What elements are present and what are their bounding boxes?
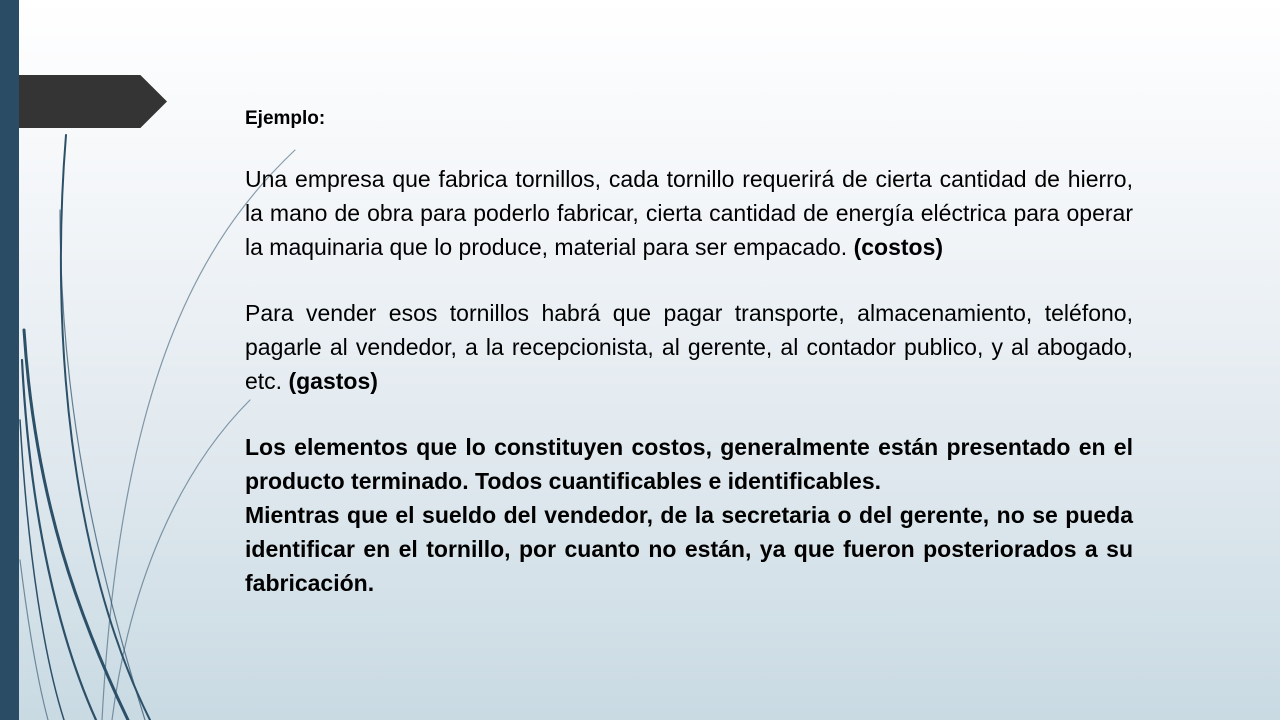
paragraph-elementos: Los elementos que lo constituyen costos, generalmente están presentado en el producto terminado. Todos cuantificables e identificables. (245, 434, 1133, 494)
paragraph-gastos-text: Para vender esos tornillos habrá que pagar transporte, almacenamiento, teléfono, pagarle al vendedor, a la recepcionista, al gerente, al contador publico, y al abogado, etc. (245, 300, 1133, 394)
paragraph-costos-text: Una empresa que fabrica tornillos, cada tornillo requerirá de cierta cantidad de hierro, la mano de obra para poderlo fabricar, cierta cantidad de energía eléctrica para operar la maquinaria que lo produce, material para ser empacado. (245, 166, 1133, 260)
gastos-emphasis: (gastos) (288, 368, 378, 394)
paragraph-costos (245, 162, 1133, 264)
costos-emphasis: (costos) (853, 234, 944, 260)
slide-content (245, 106, 1133, 600)
paragraph-gastos (245, 296, 1133, 398)
paragraph-sueldo: Mientras que el sueldo del vendedor, de la secretaria o del gerente, no se pueda identificar en el tornillo, por cuanto no están, ya que fueron posteriorados a su fabricación. (245, 502, 1133, 596)
slide-heading: Ejemplo: (245, 108, 326, 129)
arrow-tab-shape (19, 75, 167, 128)
